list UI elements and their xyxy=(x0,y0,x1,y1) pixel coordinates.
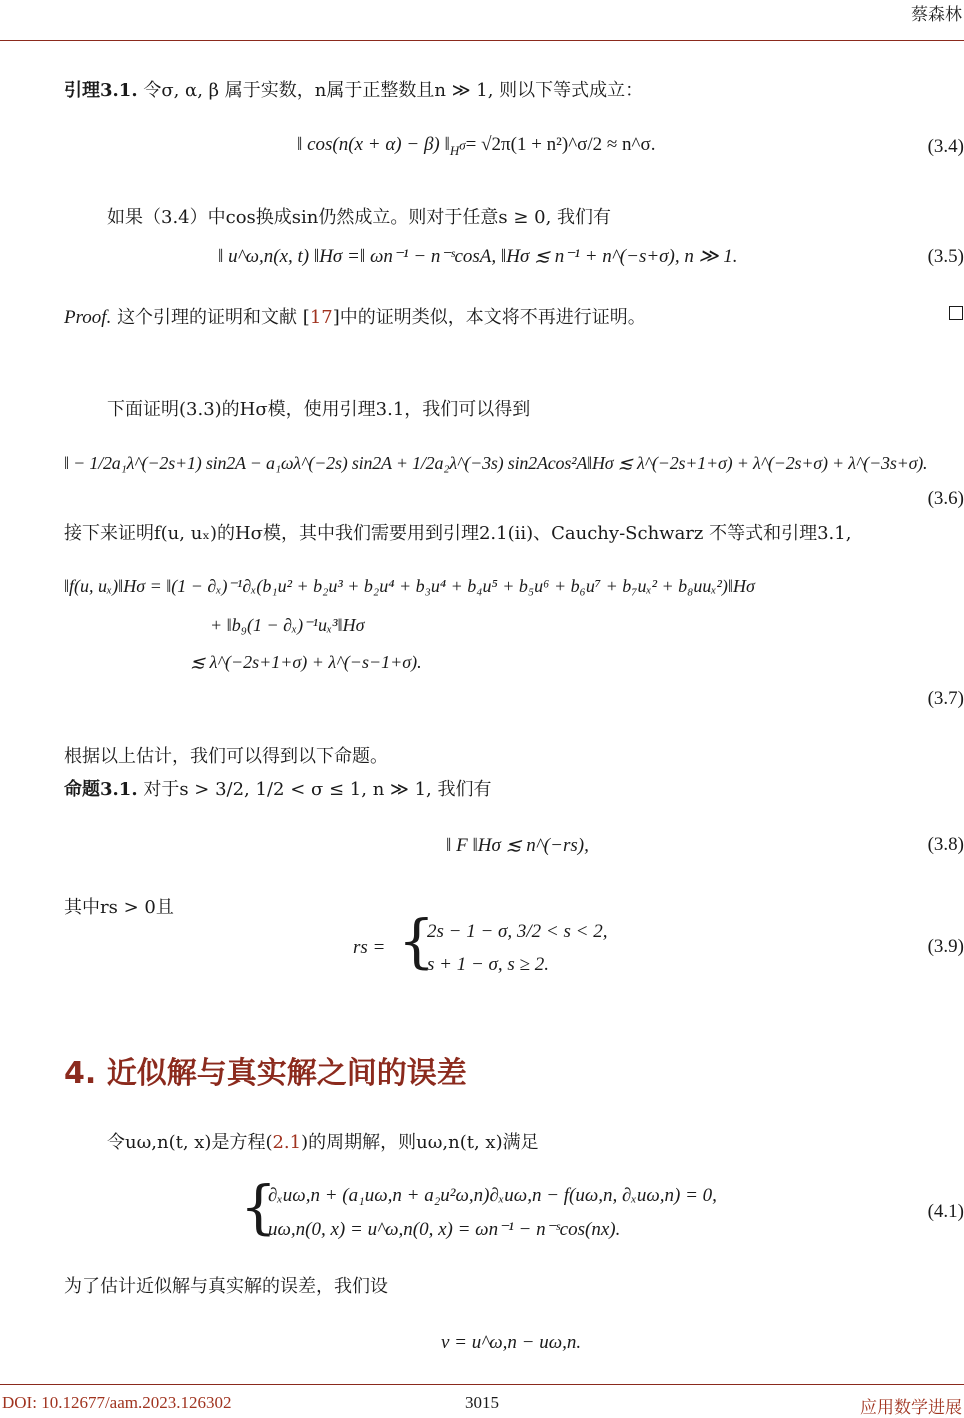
proof-text-after: ]中的证明类似，本文将不再进行证明。 xyxy=(332,307,646,328)
section-number: 4. xyxy=(64,1056,97,1091)
paragraph-estimates: 根据以上估计，我们可以得到以下命题。 xyxy=(64,746,388,767)
paragraph-rs: 其中rs > 0且 xyxy=(64,897,174,918)
equation-link-2-1[interactable]: 2.1 xyxy=(272,1132,302,1153)
paragraph-f-norm: 接下来证明f(u, uₓ)的Hσ模，其中我们需要用到引理2.1(ii)、Cauchy-Schwarz 不等式和引理3.1, xyxy=(64,523,852,544)
section-title: 近似解与真实解之间的误差 xyxy=(106,1056,467,1091)
equation-3-5: ‖ u^ω,n(x, t) ‖Hσ =‖ ωn⁻¹ − n⁻ˢcosA, ‖Hσ ≲ n⁻¹ + n^(−s+σ), n ≫ 1. xyxy=(218,246,738,267)
eqno-3-8: (3.8) xyxy=(927,834,964,855)
footer-divider xyxy=(0,1384,964,1385)
paragraph-hsigma-norm: 下面证明(3.3)的Hσ模，使用引理3.1，我们可以得到 xyxy=(107,399,531,420)
proposition-3-1 xyxy=(64,775,491,801)
eqno-4-1: (4.1) xyxy=(927,1201,964,1222)
equation-v-definition: v = u^ω,n − uω,n. xyxy=(441,1332,582,1353)
equation-3-8: ‖ F ‖Hσ ≲ n^(−rs), xyxy=(446,835,589,856)
equation-4-1-line1: ∂ₓuω,n + (a₁uω,n + a₂u²ω,n)∂ₓuω,n − f(uω,n, ∂ₓuω,n) = 0, xyxy=(268,1185,717,1206)
equation-3-9-lhs: rs = xyxy=(353,937,386,958)
left-brace-icon: { xyxy=(398,907,435,975)
proposition-label: 命题3.1. xyxy=(64,779,138,800)
equation-3-6: ‖ − 1/2a₁λ^(−2s+1) sin2A − a₁ωλ^(−2s) sin2A + 1/2a₂λ^(−3s) sin2Acos²A‖Hσ ≲ λ^(−2s+1+σ) + λ^(−2s+σ) + λ^(−3s+σ). xyxy=(64,453,928,473)
proposition-text: 对于s > 3/2, 1/2 < σ ≤ 1, n ≫ 1, 我们有 xyxy=(143,779,492,800)
lemma-label: 引理3.1. xyxy=(64,80,138,101)
remark-text: 如果（3.4）中cos换成sin仍然成立。则对于任意s ≥ 0, 我们有 xyxy=(107,207,612,228)
header-divider xyxy=(0,40,964,41)
left-brace-icon: { xyxy=(240,1173,277,1241)
footer-page-number: 3015 xyxy=(465,1393,499,1412)
lemma-3-1 xyxy=(64,76,643,102)
lemma-text: 令σ, α, β 属于实数，n属于正整数且n ≫ 1, 则以下等式成立： xyxy=(143,80,644,101)
equation-3-9-case1: 2s − 1 − σ, 3/2 < s < 2, xyxy=(427,921,608,942)
running-header-author: 蔡森林 xyxy=(911,5,962,25)
para5-text-before: 令uω,n(t, x)是方程( xyxy=(107,1132,273,1153)
equation-3-4-rhs: = √2π(1 + n²)^σ/2 ≈ n^σ. xyxy=(465,134,656,155)
paragraph-periodic-solution xyxy=(107,1128,539,1154)
equation-3-7-line2: + ‖b₉(1 − ∂ₓ)⁻¹uₓ³‖Hσ xyxy=(210,615,365,635)
equation-4-1-line2: uω,n(0, x) = u^ω,n(0, x) = ωn⁻¹ − n⁻ˢcos(nx). xyxy=(268,1219,621,1240)
equation-3-9-case2: s + 1 − σ, s ≥ 2. xyxy=(427,954,549,975)
equation-3-4: ‖ cos(n(x + α) − β) $‖_{H^\sigma}= √2\pi(1$ + n²)^σ/2 ≈ n^σ. xyxy=(297,134,656,158)
equation-3-4-lhs: ‖ cos(n(x + α) − β) ‖ xyxy=(297,134,450,155)
proof-paragraph xyxy=(64,303,646,329)
equation-3-7-line3: ≲ λ^(−2s+1+σ) + λ^(−s−1+σ). xyxy=(190,652,422,672)
qed-box-icon xyxy=(949,306,963,320)
footer-journal-name[interactable]: 应用数学进展 xyxy=(860,1398,962,1417)
footer-doi-link[interactable]: DOI: 10.12677/aam.2023.126302 xyxy=(2,1393,232,1412)
eqno-3-5: (3.5) xyxy=(927,246,964,267)
eqno-3-9: (3.9) xyxy=(927,936,964,957)
citation-link-17[interactable]: 17 xyxy=(309,307,333,328)
eqno-3-7: (3.7) xyxy=(927,688,964,709)
proof-text-before: 这个引理的证明和文献 [ xyxy=(117,307,310,328)
equation-3-7-line1: ‖f(u, uₓ)‖Hσ = ‖(1 − ∂ₓ)⁻¹∂ₓ(b₁u² + b₂u³ + b₂u⁴ + b₃u⁴ + b₄u⁵ + b₅u⁶ + b₆u⁷ + b₇uₓ² + b₈uuₓ²)‖Hσ xyxy=(64,576,755,596)
proof-label: Proof. xyxy=(64,307,112,328)
section-4-heading xyxy=(64,1048,467,1092)
para5-text-after: )的周期解，则uω,n(t, x)满足 xyxy=(301,1132,539,1153)
paragraph-error-estimate: 为了估计近似解与真实解的误差，我们设 xyxy=(64,1276,388,1297)
eqno-3-6: (3.6) xyxy=(927,488,964,509)
eqno-3-4: (3.4) xyxy=(927,136,964,157)
